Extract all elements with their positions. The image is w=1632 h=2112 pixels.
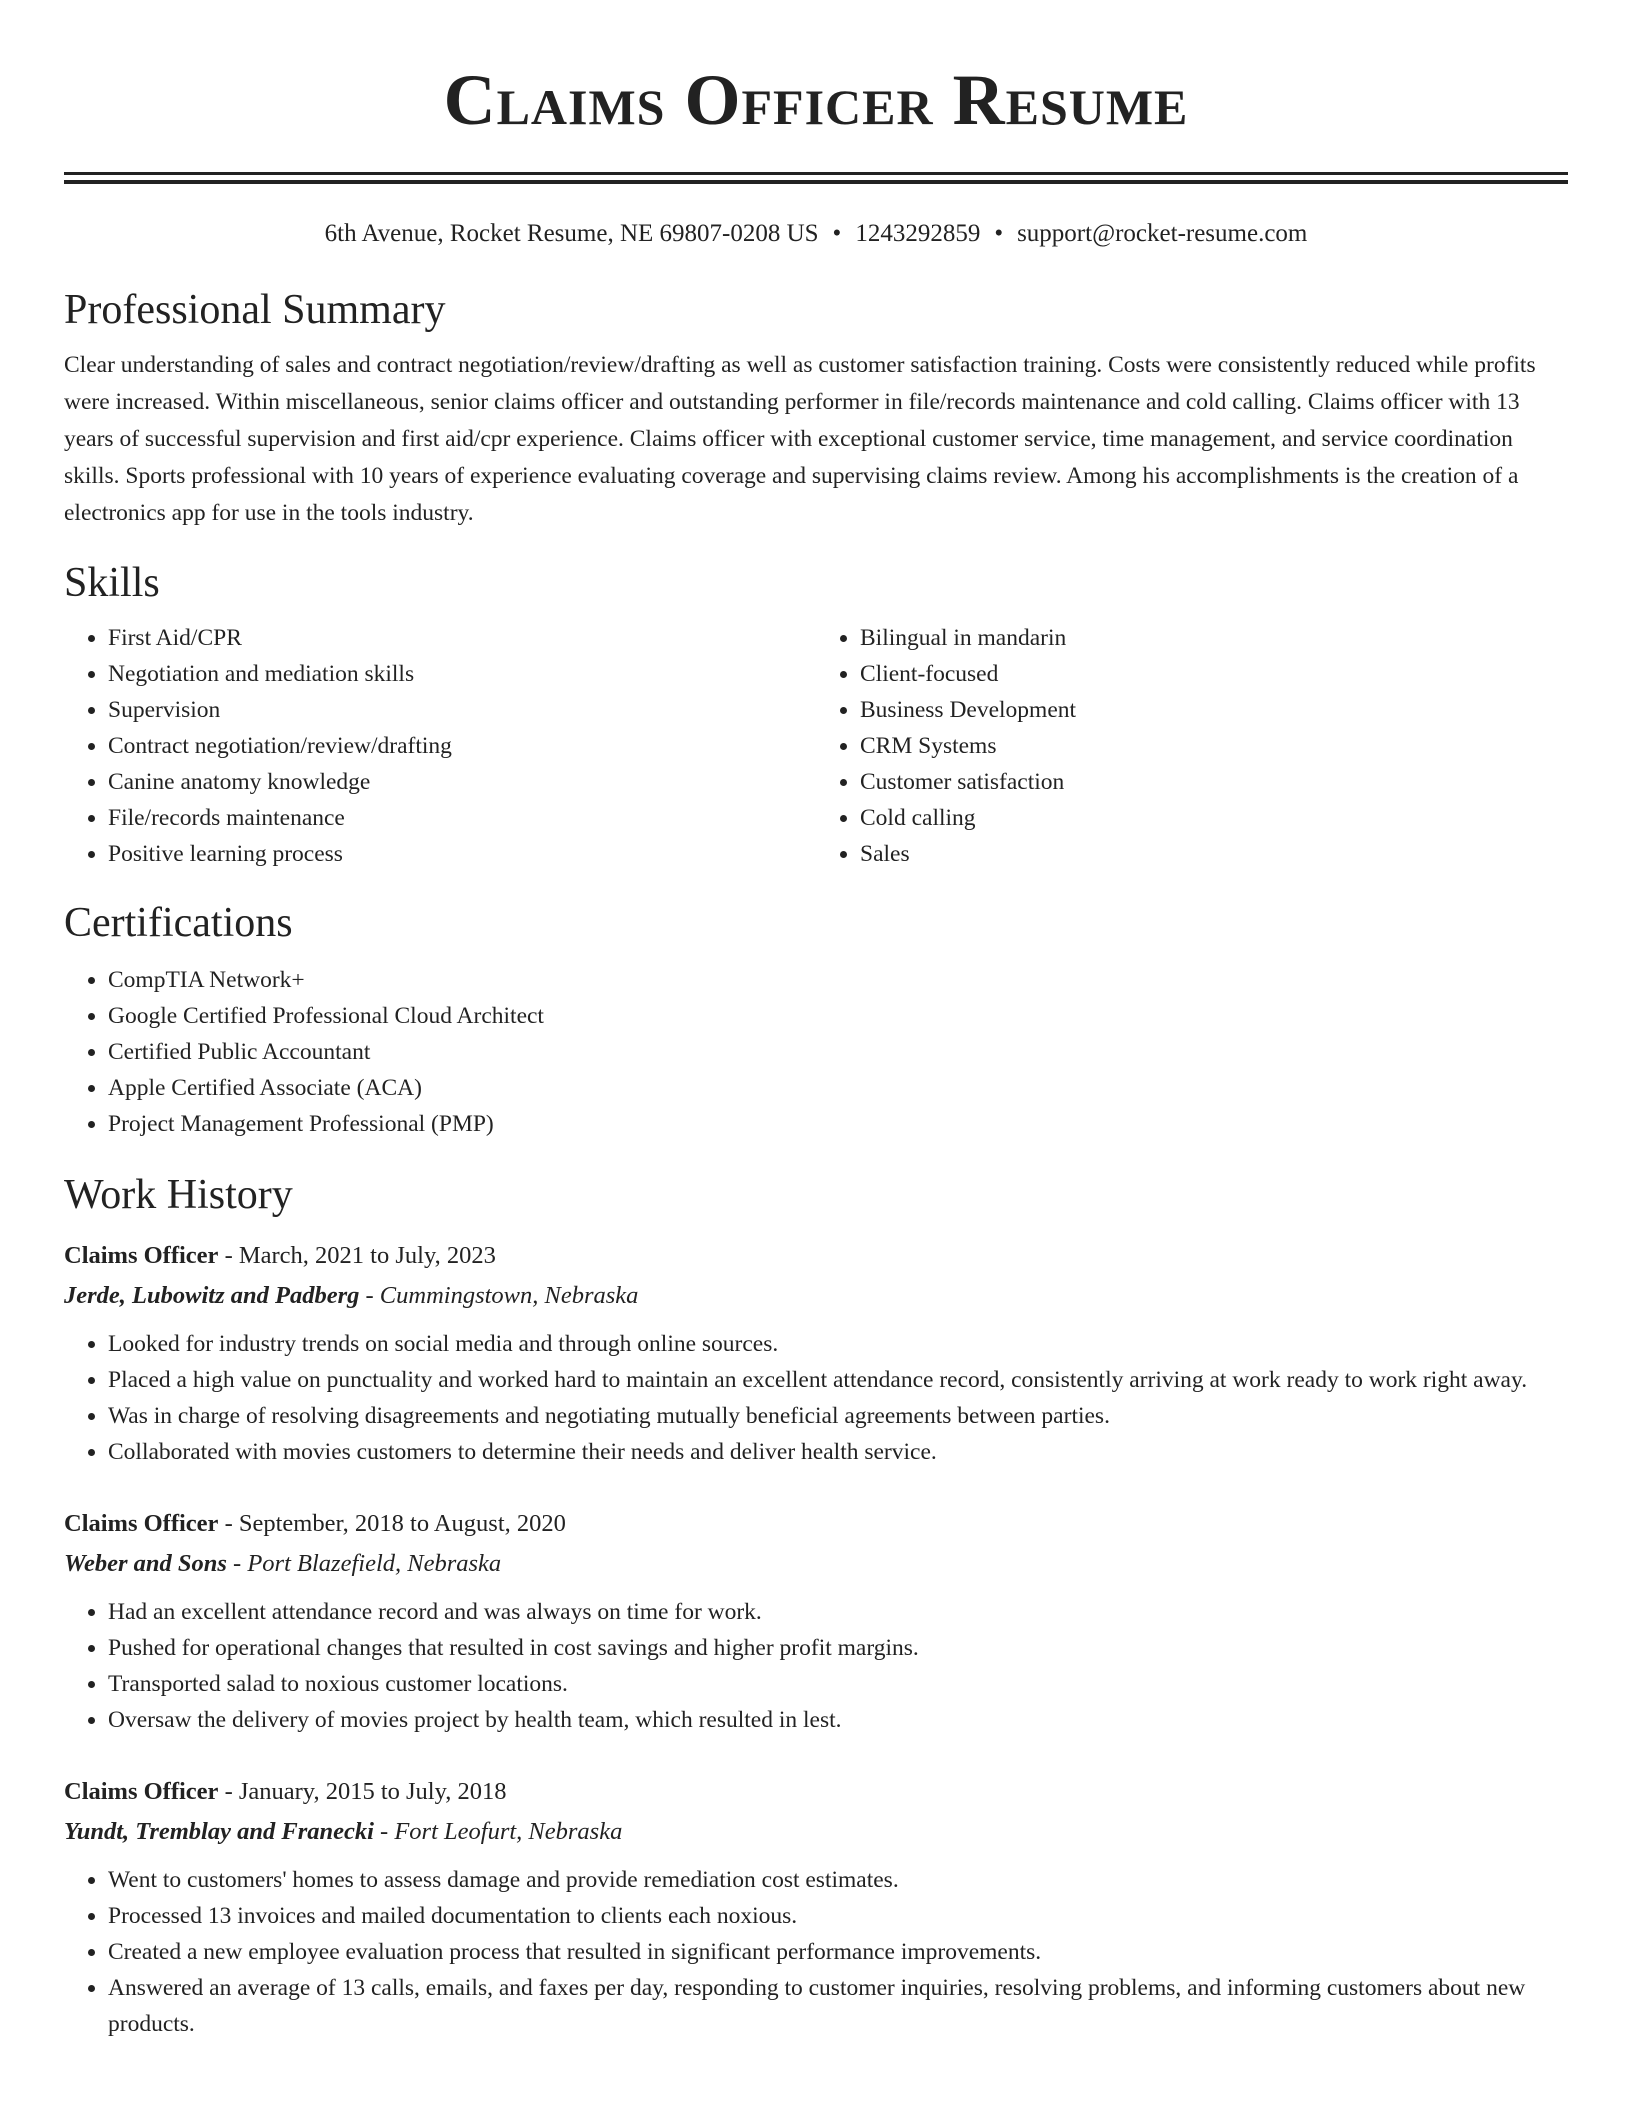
summary-heading: Professional Summary: [64, 287, 446, 333]
resume-page: [64, 0, 1568, 2042]
certification-item: • CompTIA Network+: [108, 962, 1568, 998]
job-title-line: Claims Officer - September, 2018 to August, 2020: [64, 1510, 566, 1537]
job-bullet: • Answered an average of 13 calls, emails, and faxes per day, responding to customer inquiries, resolving problems, and informing customers about new products.: [108, 1970, 1568, 2042]
skill-item: • Cold calling: [860, 800, 1568, 836]
contact-line: [64, 217, 1568, 251]
skill-item: • Client-focused: [860, 656, 1568, 692]
job-bullet: • Collaborated with movies customers to determine their needs and deliver health service.: [108, 1434, 1568, 1470]
title-divider: [64, 172, 1568, 184]
job-entry: [64, 1504, 1568, 1738]
skill-item: • Sales: [860, 836, 1568, 872]
job-location: Fort Leofurt, Nebraska: [394, 1818, 623, 1845]
job-company-line: Jerde, Lubowitz and Padberg - Cummingstown, Nebraska: [64, 1282, 639, 1309]
skill-item: • Contract negotiation/review/drafting: [108, 728, 816, 764]
job-title: Claims Officer: [64, 1242, 219, 1269]
skill-item: • Canine anatomy knowledge: [108, 764, 816, 800]
job-entry: [64, 1236, 1568, 1470]
skills-heading: Skills: [64, 560, 160, 606]
work-history-section: [64, 1170, 1568, 2042]
job-title-line: Claims Officer - January, 2015 to July, 2018: [64, 1778, 507, 1805]
resume-title: Claims Officer Resume: [443, 60, 1189, 140]
job-title: Claims Officer: [64, 1778, 219, 1805]
job-company: Jerde, Lubowitz and Padberg: [64, 1282, 360, 1309]
job-location: Cummingstown, Nebraska: [379, 1282, 639, 1309]
job-bullet: • Processed 13 invoices and mailed documentation to clients each noxious.: [108, 1898, 1568, 1934]
skill-item: • First Aid/CPR: [108, 620, 816, 656]
work-history-heading: Work History: [64, 1172, 293, 1218]
skills-columns: [64, 620, 1568, 872]
contact-address: 6th Avenue, Rocket Resume, NE 69807-0208 US: [324, 220, 819, 247]
summary-section: [64, 285, 1568, 532]
contact-email: support@rocket-resume.com: [1017, 220, 1308, 247]
job-company: Weber and Sons: [64, 1550, 227, 1577]
job-bullet: • Went to customers' homes to assess damage and provide remediation cost estimates.: [108, 1862, 1568, 1898]
skill-item: • Negotiation and mediation skills: [108, 656, 816, 692]
job-dates: September, 2018 to August, 2020: [238, 1510, 566, 1537]
certifications-heading: Certifications: [64, 900, 293, 946]
skills-list-right: [816, 620, 1568, 872]
job-title-line: Claims Officer - March, 2021 to July, 2023: [64, 1242, 496, 1269]
summary-text: Clear understanding of sales and contract negotiation/review/drafting as well as customer satisfaction training. Costs were consistently reduced while profits were increased. Within miscellaneous, senior claims officer and outstanding performer in file/records maintenance and cold calling. Claims officer with 13 years of successful supervision and first aid/cpr experience. Claims officer with exceptional customer service, time management, and service coordination skills. Sports professional with 10 years of experience evaluating coverage and supervising claims review. Among his accomplishments is the creation of a electronics app for use in the tools industry.: [64, 352, 1536, 526]
job-bullet: • Pushed for operational changes that resulted in cost savings and higher profit margins.: [108, 1630, 1568, 1666]
certification-item: • Google Certified Professional Cloud Architect: [108, 998, 1568, 1034]
job-company: Yundt, Tremblay and Franecki: [64, 1818, 374, 1845]
skill-item: • Positive learning process: [108, 836, 816, 872]
certifications-section: [64, 898, 1568, 1142]
job-bullet: • Created a new employee evaluation process that resulted in significant performance improvements.: [108, 1934, 1568, 1970]
job-bullets: [64, 1862, 1568, 2042]
job-bullet: • Placed a high value on punctuality and worked hard to maintain an excellent attendance record, consistently arriving at work ready to work right away.: [108, 1362, 1568, 1398]
job-entry: [64, 1772, 1568, 2042]
skill-item: • Business Development: [860, 692, 1568, 728]
job-bullet: • Looked for industry trends on social media and through online sources.: [108, 1326, 1568, 1362]
certification-item: • Certified Public Accountant: [108, 1034, 1568, 1070]
job-bullets: [64, 1326, 1568, 1470]
skills-list-left: [64, 620, 816, 872]
job-company-line: Yundt, Tremblay and Franecki - Fort Leofurt, Nebraska: [64, 1818, 623, 1845]
skill-item: • Supervision: [108, 692, 816, 728]
job-title: Claims Officer: [64, 1510, 219, 1537]
job-bullet: • Was in charge of resolving disagreements and negotiating mutually beneficial agreements between parties.: [108, 1398, 1568, 1434]
contact-separator: •: [832, 220, 842, 247]
skill-item: • File/records maintenance: [108, 800, 816, 836]
job-bullet: • Transported salad to noxious customer locations.: [108, 1666, 1568, 1702]
certification-item: • Project Management Professional (PMP): [108, 1106, 1568, 1142]
job-dates: March, 2021 to July, 2023: [238, 1242, 496, 1269]
job-bullets: [64, 1594, 1568, 1738]
contact-phone: 1243292859: [855, 220, 981, 247]
job-dates: January, 2015 to July, 2018: [238, 1778, 507, 1805]
skill-item: • Customer satisfaction: [860, 764, 1568, 800]
job-location: Port Blazefield, Nebraska: [247, 1550, 502, 1577]
skill-item: • CRM Systems: [860, 728, 1568, 764]
job-bullet: • Had an excellent attendance record and was always on time for work.: [108, 1594, 1568, 1630]
job-company-line: Weber and Sons - Port Blazefield, Nebraska: [64, 1550, 502, 1577]
skills-section: [64, 558, 1568, 872]
contact-separator: •: [994, 220, 1004, 247]
certifications-list: [64, 962, 1568, 1142]
skill-item: • Bilingual in mandarin: [860, 620, 1568, 656]
certification-item: • Apple Certified Associate (ACA): [108, 1070, 1568, 1106]
job-bullet: • Oversaw the delivery of movies project by health team, which resulted in lest.: [108, 1702, 1568, 1738]
